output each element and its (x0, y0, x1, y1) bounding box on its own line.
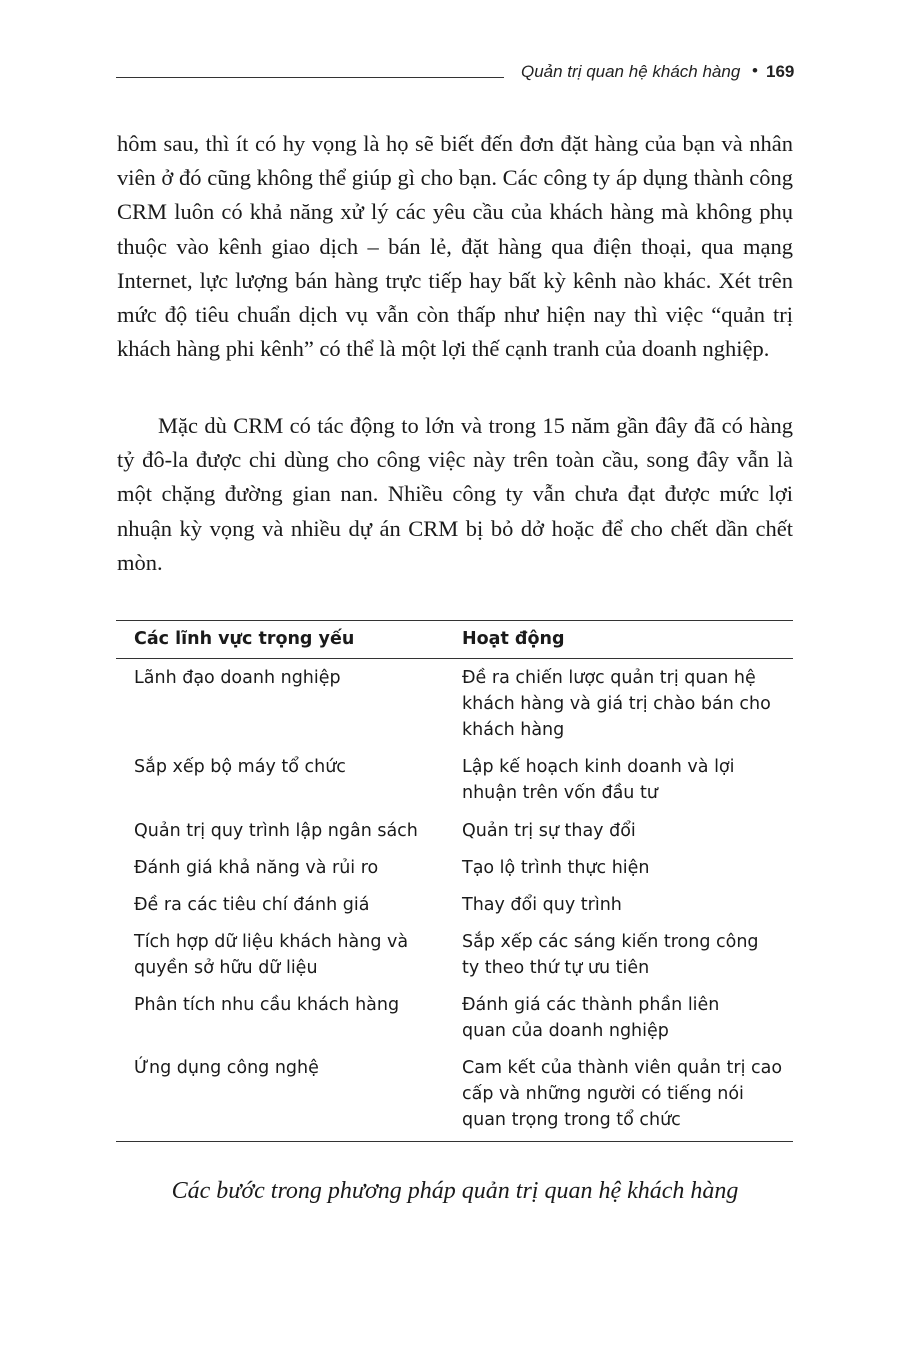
table-cell: Quản trị quy trình lập ngân sách (134, 821, 418, 841)
table-cell: Đánh giá các thành phần liên quan của doanh nghiệp (462, 995, 720, 1041)
body-paragraph: hôm sau, thì ít có hy vọng là họ sẽ biết đến đơn đặt hàng của bạn và nhân viên ở đó cũng không thể giúp gì cho bạn. Các công ty áp dụng thành công CRM luôn có khả năng xử lý các yêu cầu của khách hàng mà không phụ thuộc vào kênh giao dịch – bán lẻ, đặt hàng qua điện thoại, qua mạng Internet, lực lượng bán hàng trực tiếp hay bất kỳ kênh nào khác. Xét trên mức độ tiêu chuẩn dịch vụ vẫn còn thấp như hiện nay thì việc “quản trị khách hàng phi kênh” có thể là một lợi thế cạnh tranh của doanh nghiệp. (117, 131, 793, 362)
table-cell: Quản trị sự thay đổi (462, 821, 636, 841)
table-cell: Sắp xếp các sáng kiến trong công ty theo thứ tự ưu tiên (462, 932, 759, 978)
table-cell: Ứng dụng công nghệ (134, 1058, 319, 1078)
body-paragraph: Mặc dù CRM có tác động to lớn và trong 15 năm gần đây đã có hàng tỷ đô-la được chi dùng cho công việc này trên toàn cầu, song đây vẫn là một chặng đường gian nan. Nhiều công ty vẫn chưa đạt được mức lợi nhuận kỳ vọng và nhiều dự án CRM bị bỏ dở hoặc để cho chết dần chết mòn. (117, 413, 793, 575)
table-header-key-areas: Các lĩnh vực trọng yếu (134, 629, 355, 649)
table-caption: Các bước trong phương pháp quản trị quan hệ khách hàng (171, 1178, 739, 1204)
header-rule (116, 77, 504, 78)
table-cell: Thay đổi quy trình (462, 895, 622, 915)
table-header-rule (116, 658, 793, 659)
table-top-rule (116, 620, 793, 621)
table-cell: Đề ra các tiêu chí đánh giá (134, 895, 370, 915)
table-cell: Cam kết của thành viên quản trị cao cấp và những người có tiếng nói quan trọng trong tổ chức (462, 1058, 783, 1130)
table-cell: Lập kế hoạch kinh doanh và lợi nhuận trên vốn đầu tư (462, 757, 735, 803)
table-header-activities: Hoạt động (462, 629, 565, 649)
page-number: 169 (766, 62, 795, 81)
table-bottom-rule (116, 1141, 793, 1142)
header-bullet: • (752, 61, 758, 80)
table-cell: Phân tích nhu cầu khách hàng (134, 995, 400, 1015)
table-cell: Lãnh đạo doanh nghiệp (134, 668, 341, 688)
table-cell: Đề ra chiến lược quản trị quan hệ khách hàng và giá trị chào bán cho khách hàng (462, 668, 771, 740)
running-title: Quản trị quan hệ khách hàng (521, 62, 741, 81)
table-cell: Tạo lộ trình thực hiện (462, 858, 650, 878)
table-cell: Tích hợp dữ liệu khách hàng và quyền sở hữu dữ liệu (134, 932, 409, 978)
table-cell: Đánh giá khả năng và rủi ro (134, 858, 379, 878)
table-cell: Sắp xếp bộ máy tổ chức (134, 757, 346, 777)
